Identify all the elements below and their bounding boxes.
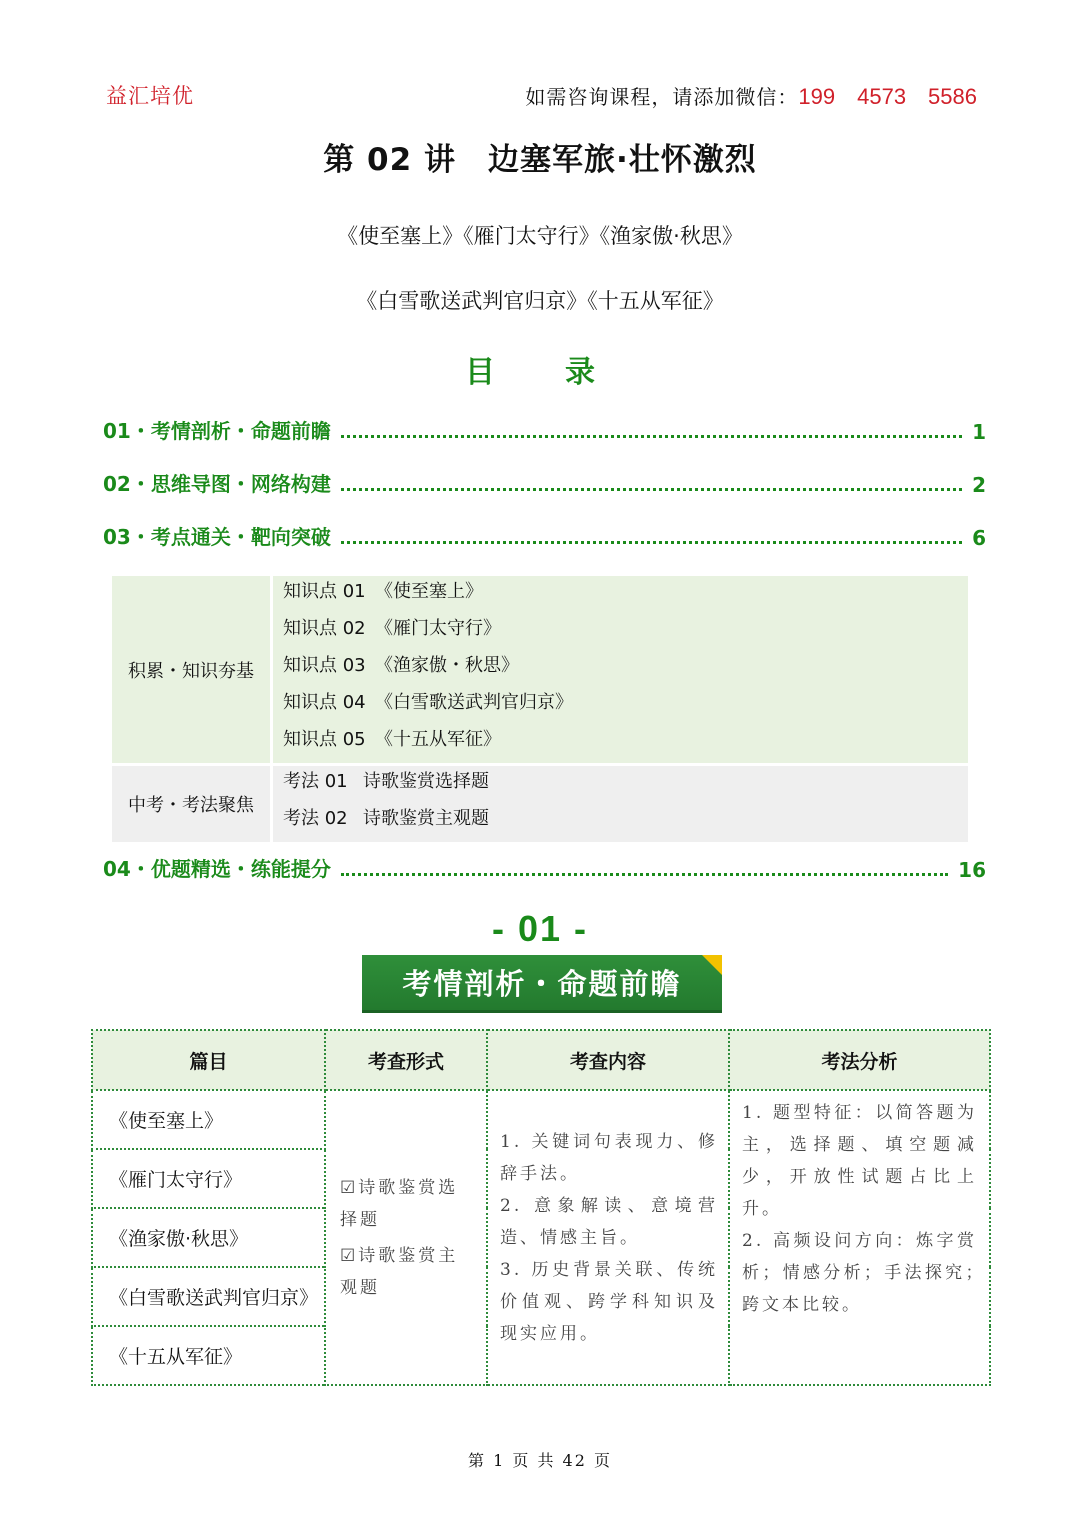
knowledge-key: 知识点 02 [283, 618, 366, 639]
subtitle-line-2: 《白雪歌送武判官归京》《十五从军征》 [356, 289, 724, 313]
brand-name: 益汇培优 [106, 84, 194, 108]
toc-leader-dots [341, 541, 962, 544]
method-group-label: 中考・考法聚焦 [128, 795, 254, 816]
knowledge-item[interactable] [283, 652, 968, 689]
knowledge-item[interactable] [283, 578, 968, 615]
toc-leader-dots [341, 873, 948, 876]
column-header: 考法分析 [729, 1030, 990, 1090]
knowledge-item[interactable] [283, 726, 968, 763]
method-item[interactable] [283, 805, 968, 842]
lecture-title: 第 02 讲 边塞军旅·壮怀激烈 [323, 142, 757, 178]
knowledge-group [112, 576, 968, 763]
toc-entry-label: 03・考点通关・靶向突破 [103, 525, 331, 549]
method-key: 考法 02 [283, 808, 348, 829]
table-header-row [92, 1030, 990, 1090]
toc-entry[interactable] [103, 414, 986, 444]
banner-corner-decoration [702, 955, 722, 975]
piece-cell: 《十五从军征》 [92, 1326, 325, 1385]
form-item: ☑诗歌鉴赏选择题 [340, 1177, 459, 1230]
method-title: 诗歌鉴赏主观题 [363, 808, 489, 829]
toc-leader-dots [341, 488, 962, 491]
content-item: 2. 意象解读、意境营造、情感主旨。 [500, 1195, 718, 1248]
method-item[interactable] [283, 768, 968, 805]
toc-entry-page: 16 [958, 858, 986, 882]
analysis-item: 2. 高频设问方向：炼字赏析；情感分析；手法探究； 跨文本比较。 [742, 1231, 997, 1315]
contact-label: 如需咨询课程，请添加微信： [525, 85, 799, 109]
analysis-item: 1. 题型特征：以简答题为主，选择题、填空题减少，开放性试题占比上升。 [742, 1103, 977, 1219]
knowledge-key: 知识点 04 [283, 692, 366, 713]
toc-entry-page: 1 [972, 420, 986, 444]
knowledge-item[interactable] [283, 615, 968, 652]
content-item: 1. 关键词句表现力、修辞手法。 [500, 1131, 718, 1184]
toc-entry-page: 6 [972, 526, 986, 550]
knowledge-key: 知识点 05 [283, 729, 366, 750]
method-key: 考法 01 [283, 771, 348, 792]
method-group [112, 766, 968, 842]
knowledge-key: 知识点 01 [283, 581, 366, 602]
content-item: 3. 历史背景关联、传统价值观、跨学科知识及现实应用。 [500, 1259, 718, 1344]
section-banner-title: 考情剖析・命题前瞻 [402, 967, 682, 1001]
content-cell [487, 1090, 729, 1385]
toc-heading: 目 录 [465, 355, 615, 390]
toc-entry-label: 04・优题精选・练能提分 [103, 857, 331, 881]
piece-cell: 《白雪歌送武判官归京》 [92, 1267, 325, 1326]
knowledge-title: 《使至塞上》 [375, 581, 483, 602]
form-item: ☑诗歌鉴赏主观题 [340, 1245, 459, 1298]
wechat-number: 199 4573 5586 [798, 84, 977, 109]
toc-entry-page: 2 [972, 473, 986, 497]
subtitle-line-1: 《使至塞上》《雁门太守行》《渔家傲·秋思》 [337, 224, 743, 248]
knowledge-title: 《渔家傲・秋思》 [375, 655, 519, 676]
knowledge-title: 《十五从军征》 [375, 729, 501, 750]
form-cell [325, 1090, 487, 1385]
table-row [92, 1090, 990, 1149]
analysis-cell [729, 1090, 997, 1385]
toc-entry[interactable] [103, 520, 986, 550]
knowledge-group-label: 积累・知识夯基 [128, 660, 254, 682]
contact-info [525, 80, 977, 111]
toc-entry-label: 01・考情剖析・命题前瞻 [103, 419, 331, 443]
piece-cell: 《渔家傲·秋思》 [92, 1208, 325, 1267]
toc-leader-dots [341, 435, 962, 438]
toc-entry-label: 02・思维导图・网络构建 [103, 472, 331, 496]
column-header: 篇目 [92, 1030, 325, 1090]
toc-entry[interactable] [103, 467, 986, 497]
piece-cell: 《雁门太守行》 [92, 1149, 325, 1208]
page-number: 第 1 页 共 42 页 [468, 1451, 612, 1470]
exam-analysis-table [91, 1029, 997, 1386]
section-banner [362, 955, 722, 1010]
method-title: 诗歌鉴赏选择题 [363, 771, 489, 792]
knowledge-title: 《雁门太守行》 [375, 618, 501, 639]
knowledge-title: 《白雪歌送武判官归京》 [375, 692, 573, 713]
column-header: 考查内容 [487, 1030, 729, 1090]
column-header: 考查形式 [325, 1030, 487, 1090]
toc-subsection-table [112, 576, 968, 842]
knowledge-key: 知识点 03 [283, 655, 366, 676]
knowledge-item[interactable] [283, 689, 968, 726]
toc-entry[interactable] [103, 852, 986, 882]
section-number: - 01 - [491, 908, 589, 949]
piece-cell: 《使至塞上》 [92, 1090, 325, 1149]
